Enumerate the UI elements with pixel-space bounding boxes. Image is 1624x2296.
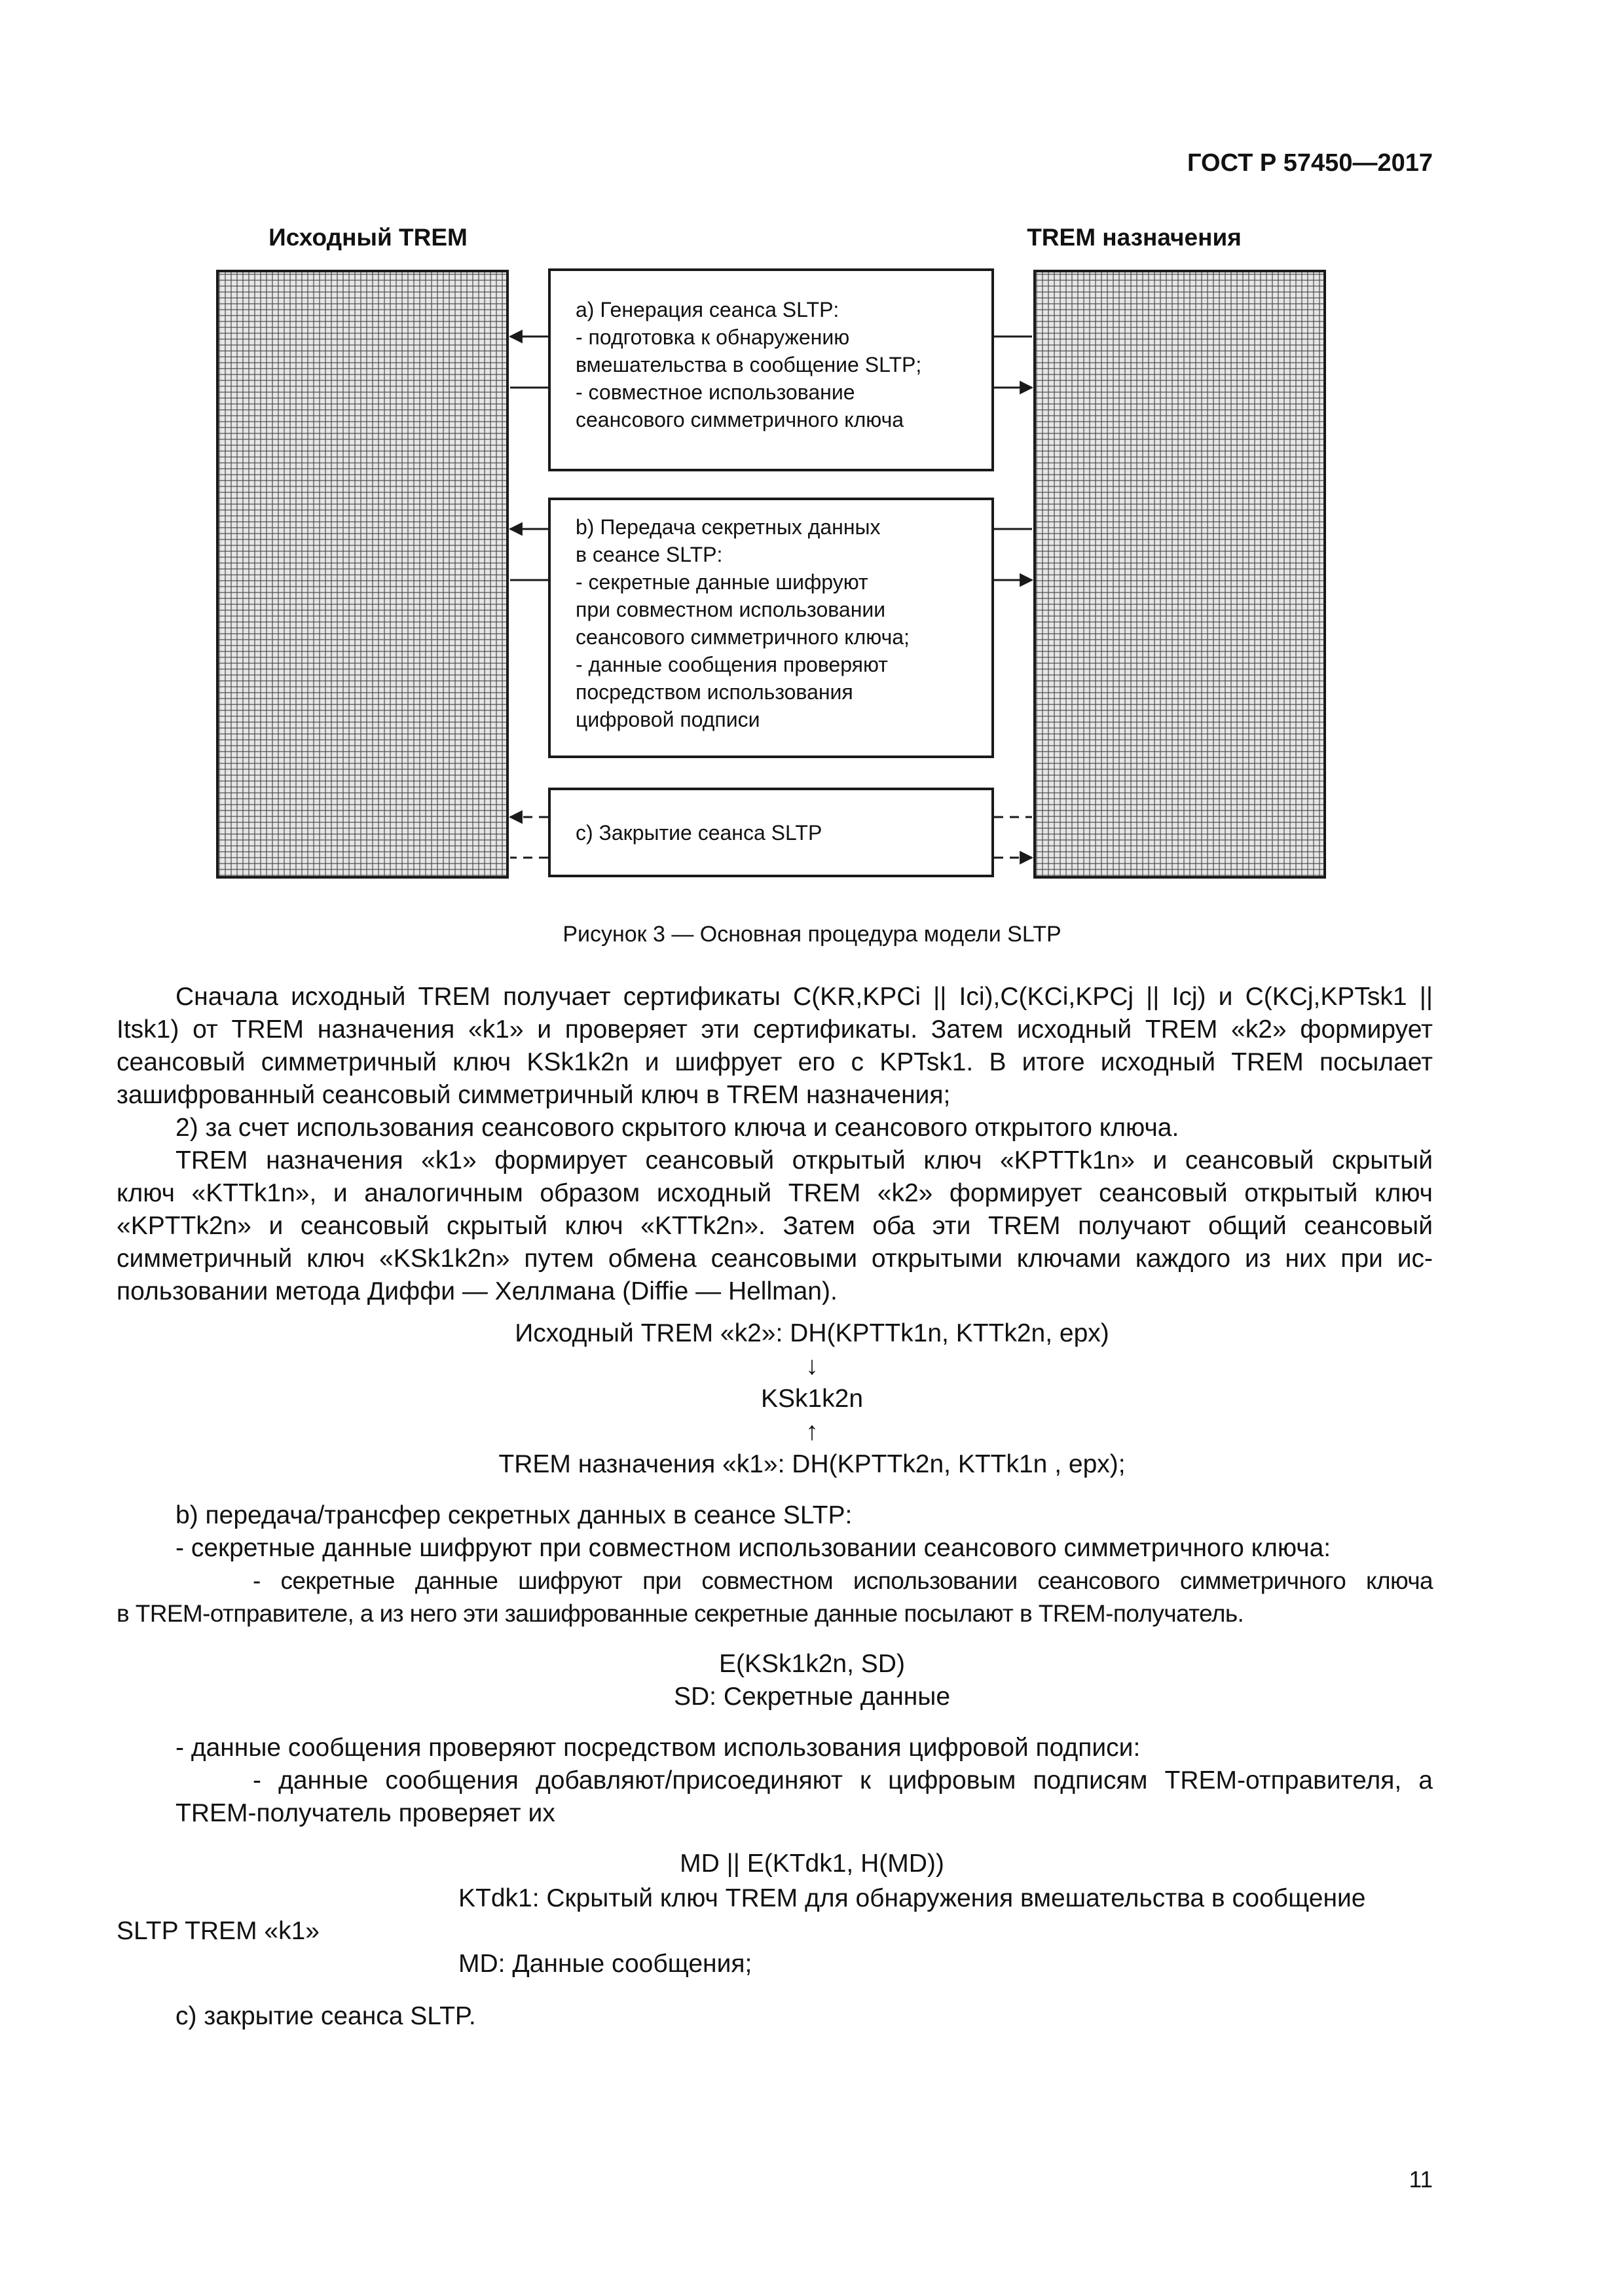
p1-line: Сначала исходный TREM получает сертификаты C(KR,KPCi || Ici),C(KCi,KPCj || Icj) и C(KCj,KPTsk1 || (175, 983, 1433, 1011)
document-header: ГОСТ Р 57450—2017 (1187, 149, 1433, 177)
box-c-label: c) Закрытие сеанса SLTP (576, 821, 822, 845)
section-b-sub1-line1: - секретные данные шифруют при совместном использовании сеансового симметричного ключа (253, 1567, 1433, 1594)
formula-encrypt: E(KSk1k2n, SD) (719, 1650, 905, 1678)
p3-line: ключ «KTTk1n», и аналогичным образом исходный TREM «k2» формирует сеансовый открытый ключ (117, 1179, 1433, 1207)
p3-line: пользовании метода Диффи — Хеллмана (Diffie — Hellman). (117, 1277, 838, 1305)
page-number: 11 (1409, 2167, 1433, 2193)
box-a-line: - подготовка к обнаружению (576, 325, 850, 349)
box-a-line: a) Генерация сеанса SLTP: (576, 298, 840, 321)
section-b-sub2-line1: - данные сообщения добавляют/присоединяют к цифровым подписям TREM-отправителя, а (253, 1766, 1433, 1795)
section-c-item: c) закрытие сеанса SLTP. (175, 2002, 476, 2030)
section-b-item2: - данные сообщения проверяют посредством использования цифровой подписи: (175, 1734, 1141, 1762)
figure-caption: Рисунок 3 — Основная процедура модели SLTP (563, 922, 1061, 947)
p1-line: сеансовый симметричный ключ KSk1k2n и шифрует его с KPTsk1. В итоге исходный TREM посылает (117, 1048, 1433, 1076)
ktdk1-definition: KTdk1: Скрытый ключ TREM для обнаружения вмешательства в сообщение (458, 1884, 1366, 1912)
formula-dh-source: Исходный TREM «k2»: DH(KPTTk1n, KTTk2n, epx) (515, 1319, 1109, 1347)
box-b-line: b) Передача секретных данных (576, 515, 881, 539)
section-b-sub2-line2: TREM-получатель проверяет их (175, 1799, 555, 1827)
box-b-line: цифровой подписи (576, 708, 760, 731)
box-b-line: - секретные данные шифруют (576, 570, 868, 594)
box-a-line: сеансового симметричного ключа (576, 408, 904, 431)
p3-line: TREM назначения «k1» формирует сеансовый открытый ключ «KPTTk1n» и сеансовый скрытый (175, 1146, 1433, 1175)
p1-line: зашифрованный сеансовый симметричный ключ в TREM назначения; (117, 1081, 951, 1109)
p3-line: «KPTTk2n» и сеансовый скрытый ключ «KTTk2n». Затем оба эти TREM получают общий сеансовый (117, 1212, 1433, 1240)
box-b-line: - данные сообщения проверяют (576, 653, 888, 676)
section-b-sub1-line2: в TREM-отправителе, а из него эти зашифрованные секретные данные посылают в TREM-получатель. (117, 1600, 1244, 1627)
section-b-item1: - секретные данные шифруют при совместном использовании сеансового симметричного ключа: (175, 1534, 1331, 1562)
box-b-line: сеансового симметричного ключа; (576, 625, 910, 649)
sltp-trem-k1: SLTP TREM «k1» (117, 1917, 320, 1945)
formula-session-key: KSk1k2n (760, 1385, 864, 1413)
p2: 2) за счет использования сеансового скрытого ключа и сеансового открытого ключа. (175, 1114, 1179, 1142)
box-b-line: посредством использования (576, 680, 853, 704)
formula-digital-signature: MD || E(KTdk1, H(MD)) (680, 1850, 944, 1878)
box-b-line: при совместном использовании (576, 598, 886, 621)
destination-trem-label: TREM назначения (1027, 224, 1242, 251)
box-a-line: вмешательства в сообщение SLTP; (576, 353, 922, 376)
formula-sd-definition: SD: Секретные данные (673, 1683, 951, 1711)
md-definition: MD: Данные сообщения; (458, 1950, 752, 1978)
box-a-line: - совместное использование (576, 380, 855, 404)
box-b-line: в сеансе SLTP: (576, 543, 723, 566)
p1-line: Itsk1) от TREM назначения «k1» и проверяет эти сертификаты. Затем исходный TREM «k2» формирует (117, 1015, 1433, 1044)
formula-dh-destination: TREM назначения «k1»: DH(KPTTk2n, KTTk1n , epx); (498, 1450, 1126, 1478)
figure-arrows (0, 0, 1624, 917)
section-b-title: b) передача/трансфер секретных данных в сеансе SLTP: (175, 1501, 853, 1529)
p3-line: симметричный ключ «KSk1k2n» путем обмена сеансовыми открытыми ключами каждого из них при ис- (117, 1245, 1433, 1273)
arrow-down-glyph: ↓ (805, 1352, 819, 1380)
source-trem-label: Исходный TREM (268, 224, 468, 251)
arrow-up-glyph: ↑ (805, 1417, 819, 1446)
